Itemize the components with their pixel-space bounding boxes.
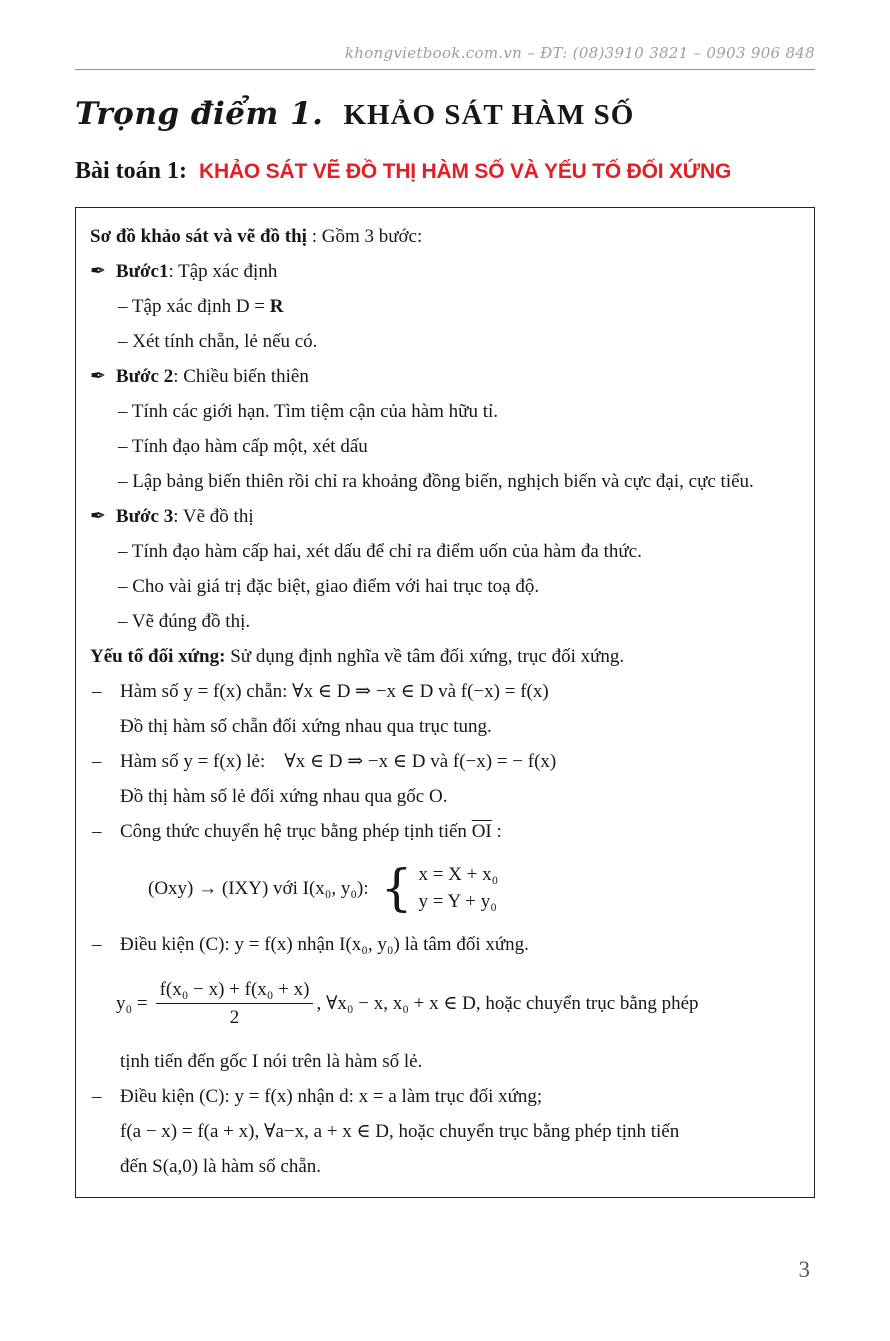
odd-function-def (90, 744, 800, 779)
fraction (156, 977, 314, 1030)
fraction-numerator: f(x₀ − x) + f(x₀ + x) (156, 977, 314, 1004)
axis-symmetry-condition (90, 1079, 800, 1114)
text-run: đến S(a,0) là hàm số chẵn. (120, 1156, 322, 1177)
problem-label: Bài toán 1: (75, 158, 188, 184)
page-header (75, 44, 815, 70)
problem-title-row (75, 158, 815, 185)
text-run: Công thức chuyển hệ trục bằng phép tịnh tiến (120, 821, 472, 842)
center-symmetry-formula-cont (90, 1044, 800, 1079)
even-function-note (90, 709, 800, 744)
text-run: Hàm số y = f(x) chẵn: ∀x ∈ D ⇒ −x ∈ D và f(−x) = f(x) (120, 681, 549, 702)
dash-bullet: – (92, 1086, 102, 1107)
axis-symmetry-formula (90, 1114, 800, 1149)
odd-function-note (90, 779, 800, 814)
text-run: Điều kiện (C): y = f(x) nhận I(x₀, y₀) là tâm đối xứng. (120, 934, 529, 955)
text-run: : (491, 821, 502, 842)
bold-text: R (269, 296, 284, 317)
dash-bullet: – (92, 681, 102, 702)
text-run: Điều kiện (C): y = f(x) nhận d: x = a làm trục đối xứng; (120, 1086, 543, 1107)
step1-item-parity (90, 324, 800, 359)
equation-stack (418, 861, 498, 915)
axis-translation-system (90, 849, 800, 927)
page-number: 3 (798, 1257, 810, 1282)
text-run: – Cho vài giá trị đặc biệt, giao điểm với hai trục toạ độ. (118, 576, 540, 597)
step1-item-domain (90, 289, 800, 324)
center-symmetry-condition (90, 927, 800, 962)
left-brace: { (380, 859, 413, 917)
bold-text: Yếu tố đối xứng: (90, 646, 226, 667)
chapter-name: KHẢO SÁT HÀM SỐ (343, 99, 635, 131)
text-run: Sử dụng định nghĩa về tâm đối xứng, trục đối xứng. (225, 646, 625, 667)
text-run: : Vẽ đồ thị (173, 506, 254, 527)
text-run: Đồ thị hàm số chẵn đối xứng nhau qua trục tung. (120, 716, 492, 737)
step2-item-limits (90, 394, 800, 429)
text-run: – Vẽ đúng đồ thị. (118, 611, 251, 632)
pencil-icon: ✒ (90, 365, 106, 387)
step3-item-second-derivative (90, 534, 800, 569)
text-run: f(a − x) = f(a + x), ∀a−x, a + x ∈ D, hoặc chuyển trục bằng phép tịnh tiến (120, 1121, 680, 1142)
step3-heading (90, 499, 800, 534)
text-run: tịnh tiến đến gốc I nói trên là hàm số lẻ. (120, 1051, 423, 1072)
bold-text: Bước1 (115, 261, 169, 282)
step3-item-draw (90, 604, 800, 639)
text-run: : Tập xác định (168, 261, 278, 282)
symmetry-heading (90, 639, 800, 674)
text-run: Đồ thị hàm số lẻ đối xứng nhau qua gốc O. (120, 786, 448, 807)
text-run: : Gồm 3 bước: (306, 226, 423, 247)
chapter-title-row (75, 96, 815, 132)
text-run: – Lập bảng biến thiên rồi chỉ ra khoảng đồng biến, nghịch biến và cực đại, cực tiểu. (118, 471, 754, 492)
pencil-icon: ✒ (90, 505, 106, 527)
step2-heading (90, 359, 800, 394)
text-run: – Tính các giới hạn. Tìm tiệm cận của hàm hữu tỉ. (118, 401, 499, 422)
publisher-contact: khongvietbook.com.vn – ĐT: (08)3910 3821 – 0903 906 848 (344, 44, 815, 62)
vector-overline: $\overline{OI}$ (471, 821, 492, 842)
step3-item-special-values (90, 569, 800, 604)
text-run: – Tính đạo hàm cấp một, xét dấu (118, 436, 368, 457)
even-function-def (90, 674, 800, 709)
text-run: – Tập xác định D = (118, 296, 270, 317)
dash-bullet: – (92, 934, 102, 955)
equation-x: x = X + x₀ (418, 864, 499, 885)
step2-item-derivative (90, 429, 800, 464)
fraction-denominator: 2 (229, 1006, 240, 1028)
center-symmetry-formula (90, 962, 800, 1044)
text-run: : Chiều biến thiên (173, 366, 309, 387)
equation-y: y = Y + y₀ (418, 891, 497, 912)
chapter-label: Trọng điểm 1. (75, 96, 324, 132)
axis-symmetry-formula-cont (90, 1149, 800, 1184)
text-run: – Xét tính chẵn, lẻ nếu có. (118, 331, 318, 352)
axis-translation-intro (90, 814, 800, 849)
text-run: Hàm số y = f(x) lẻ: ∀x ∈ D ⇒ −x ∈ D và f(−x) = − f(x) (120, 751, 557, 772)
survey-scheme-heading (90, 219, 800, 254)
dash-bullet: – (92, 821, 102, 842)
content-box (75, 207, 815, 1198)
text-run: – Tính đạo hàm cấp hai, xét dấu để chỉ ra điểm uốn của hàm đa thức. (118, 541, 642, 562)
pencil-icon: ✒ (90, 260, 106, 282)
bold-text: Bước 2 (115, 366, 174, 387)
system-lead: (Oxy) → (IXY) với I(x₀, y₀): (148, 877, 369, 899)
fraction-rhs: , ∀x₀ − x, x₀ + x ∈ D, hoặc chuyển trục bằng phép (316, 992, 699, 1014)
bold-text: Sơ đồ khảo sát và vẽ đồ thị (90, 226, 307, 247)
fraction-lhs: y₀ = (116, 992, 148, 1014)
step2-item-variation-table (90, 464, 800, 499)
bold-text: Bước 3 (115, 506, 174, 527)
step1-heading (90, 254, 800, 289)
dash-bullet: – (92, 751, 102, 772)
problem-name: KHẢO SÁT VẼ ĐỒ THỊ HÀM SỐ VÀ YẾU TỐ ĐỐI XỨNG (199, 160, 732, 183)
